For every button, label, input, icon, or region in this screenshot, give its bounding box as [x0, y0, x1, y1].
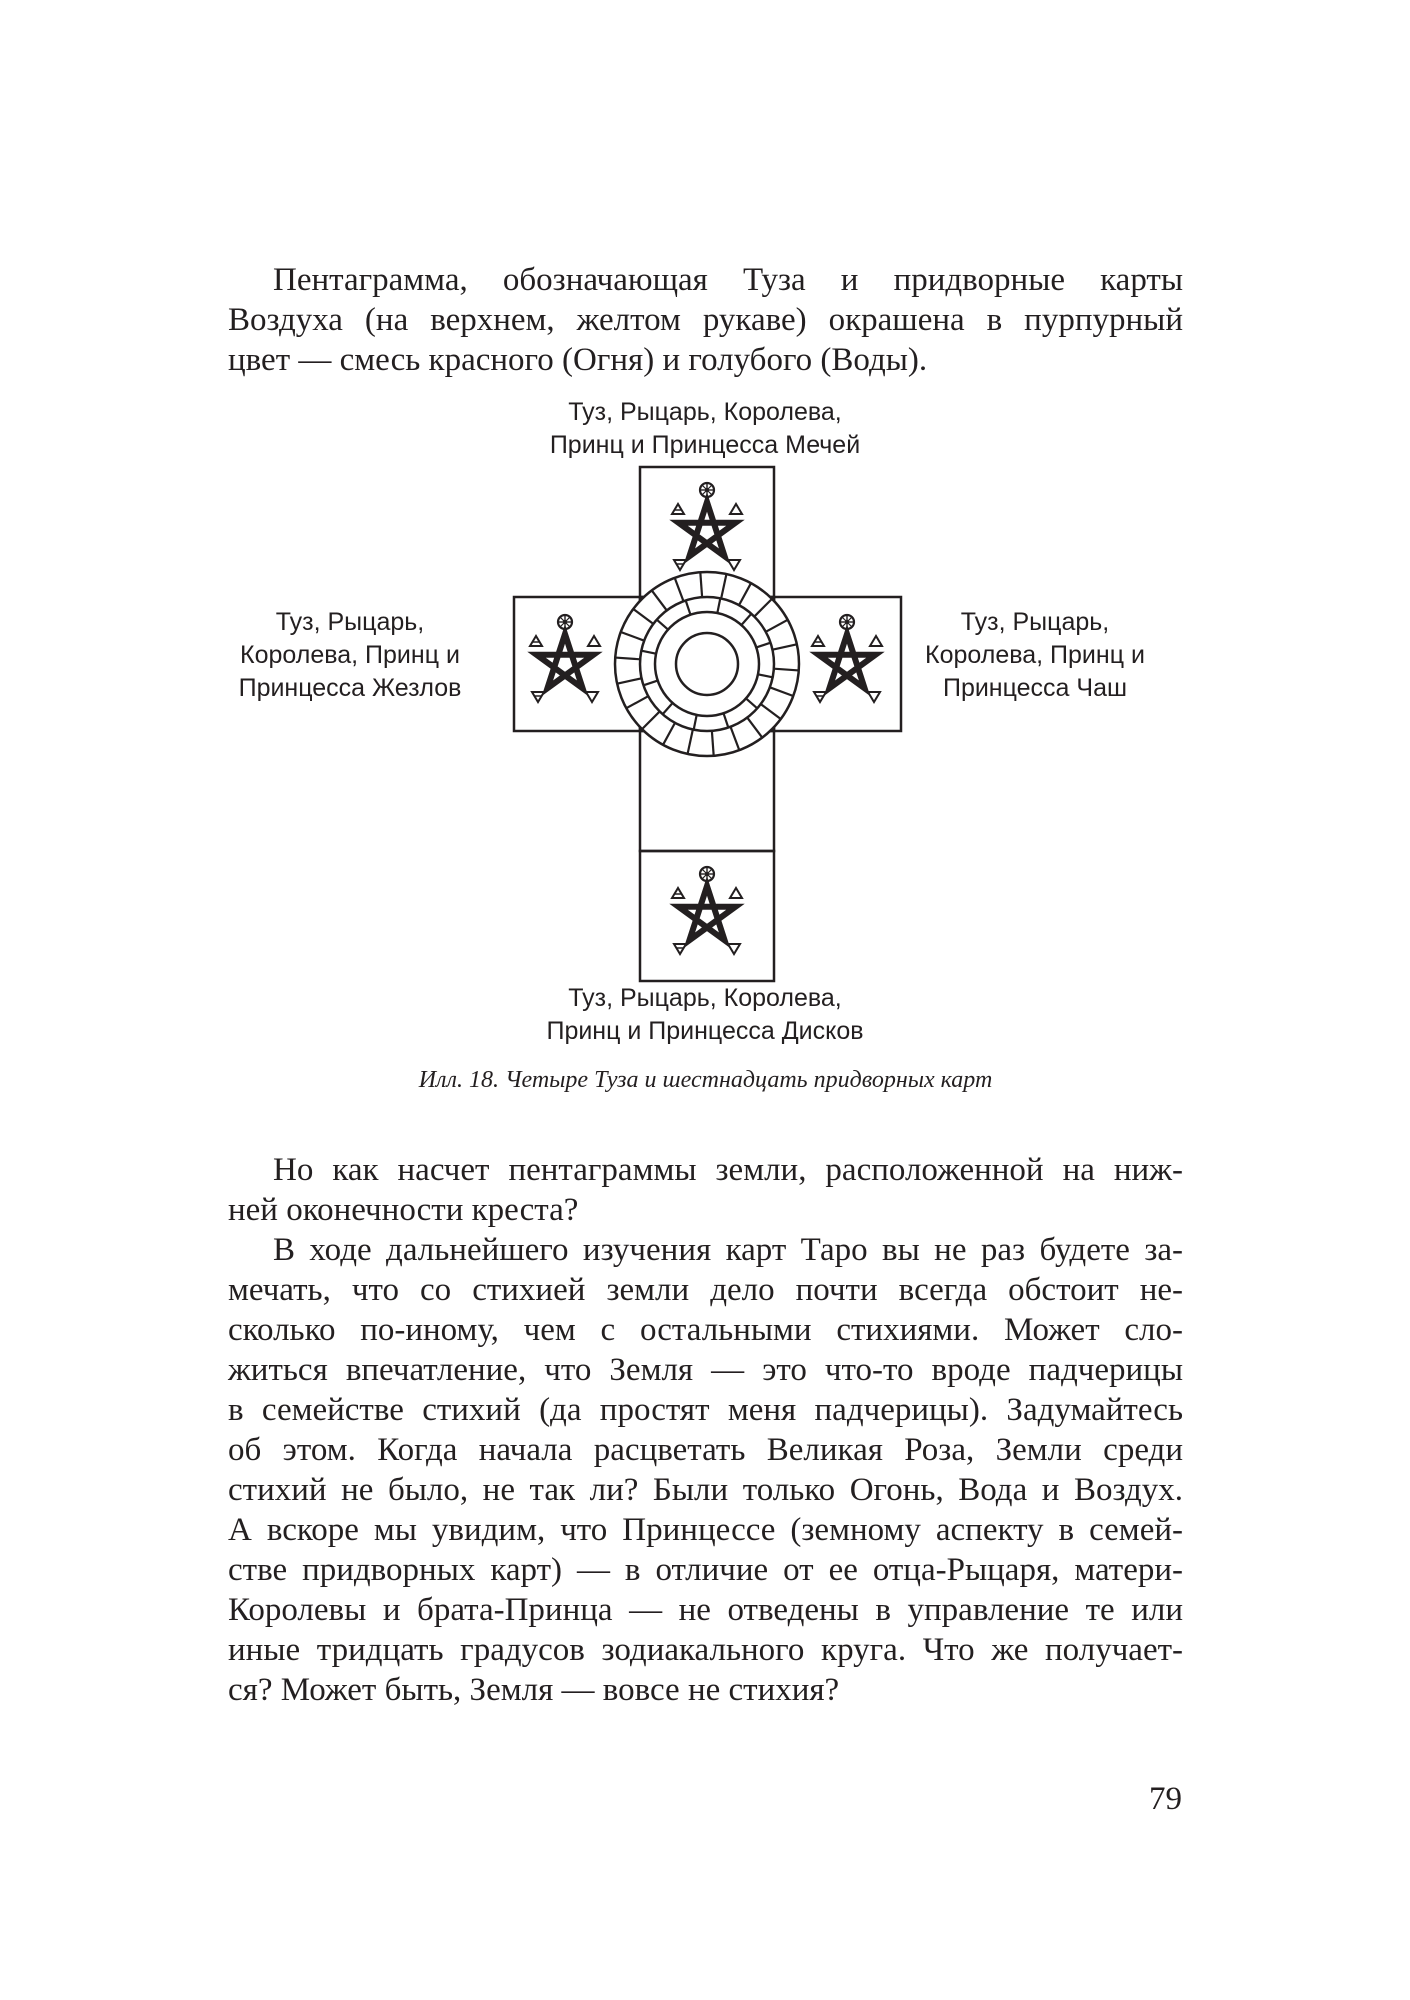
label-line: Принцесса Чаш [942, 674, 1128, 702]
label-line: Принц и Принцесса Мечей [549, 431, 861, 459]
pentagram-water-icon [812, 615, 882, 702]
body-line: А вскоре мы увидим, что Принцессе (земному аспекту в семей- [228, 1512, 1183, 1548]
label-line: Туз, Рыцарь, Королева, [568, 398, 842, 426]
body-line: В ходе дальнейшего изучения карт Таро вы не раз будете за- [273, 1232, 1183, 1268]
label-line: Туз, Рыцарь, [275, 608, 425, 636]
pentagram-fire-icon [530, 615, 600, 702]
label-line: Туз, Рыцарь, [960, 608, 1110, 636]
body-line: сколько по-иному, чем с остальными стихиями. Может сло- [228, 1312, 1183, 1348]
body-line: об этом. Когда начала расцветать Великая Роза, Земли среди [228, 1432, 1183, 1468]
body-line: ся? Может быть, Земля — вовсе не стихия? [228, 1672, 840, 1708]
body-line: мечать, что со стихией земли дело почти всегда обстоит не- [228, 1272, 1183, 1308]
body-line: в семействе стихий (да простят меня падчерицы). Задумайтесь [228, 1392, 1183, 1428]
page-number: 79 [1149, 1781, 1182, 1817]
body-line: ней оконечности креста? [228, 1192, 579, 1228]
pentagram-air-icon [672, 483, 742, 570]
rose-icon [615, 572, 799, 756]
label-line: Королева, Принц и [240, 641, 460, 669]
body-line: иные тридцать градусов зодиакального круга. Что же получает- [228, 1632, 1183, 1668]
label-line: Принц и Принцесса Дисков [546, 1017, 864, 1045]
body-line: житься впечатление, что Земля — это что-то вроде падчерицы [228, 1352, 1183, 1388]
body-line: стихий не было, не так ли? Были только Огонь, Вода и Воздух. [228, 1472, 1183, 1508]
intro-line: Воздуха (на верхнем, желтом рукаве) окрашена в пурпурный [228, 302, 1183, 338]
body-line: Королевы и брата-Принца — не отведены в управление те или [228, 1592, 1183, 1628]
figure-caption: Илл. 18. Четыре Туза и шестнадцать придворных карт [418, 1067, 993, 1093]
intro-line: цвет — смесь красного (Огня) и голубого (Воды). [228, 342, 928, 378]
label-line: Королева, Принц и [925, 641, 1145, 669]
label-line: Туз, Рыцарь, Королева, [568, 984, 842, 1012]
label-line: Принцесса Жезлов [238, 674, 462, 702]
body-line: стве придворных карт) — в отличие от ее отца-Рыцаря, матери- [228, 1552, 1183, 1588]
intro-line: Пентаграмма, обозначающая Туза и придворные карты [273, 262, 1183, 298]
pentagram-earth-icon [672, 867, 742, 954]
body-line: Но как насчет пентаграммы земли, расположенной на ниж- [273, 1152, 1183, 1188]
